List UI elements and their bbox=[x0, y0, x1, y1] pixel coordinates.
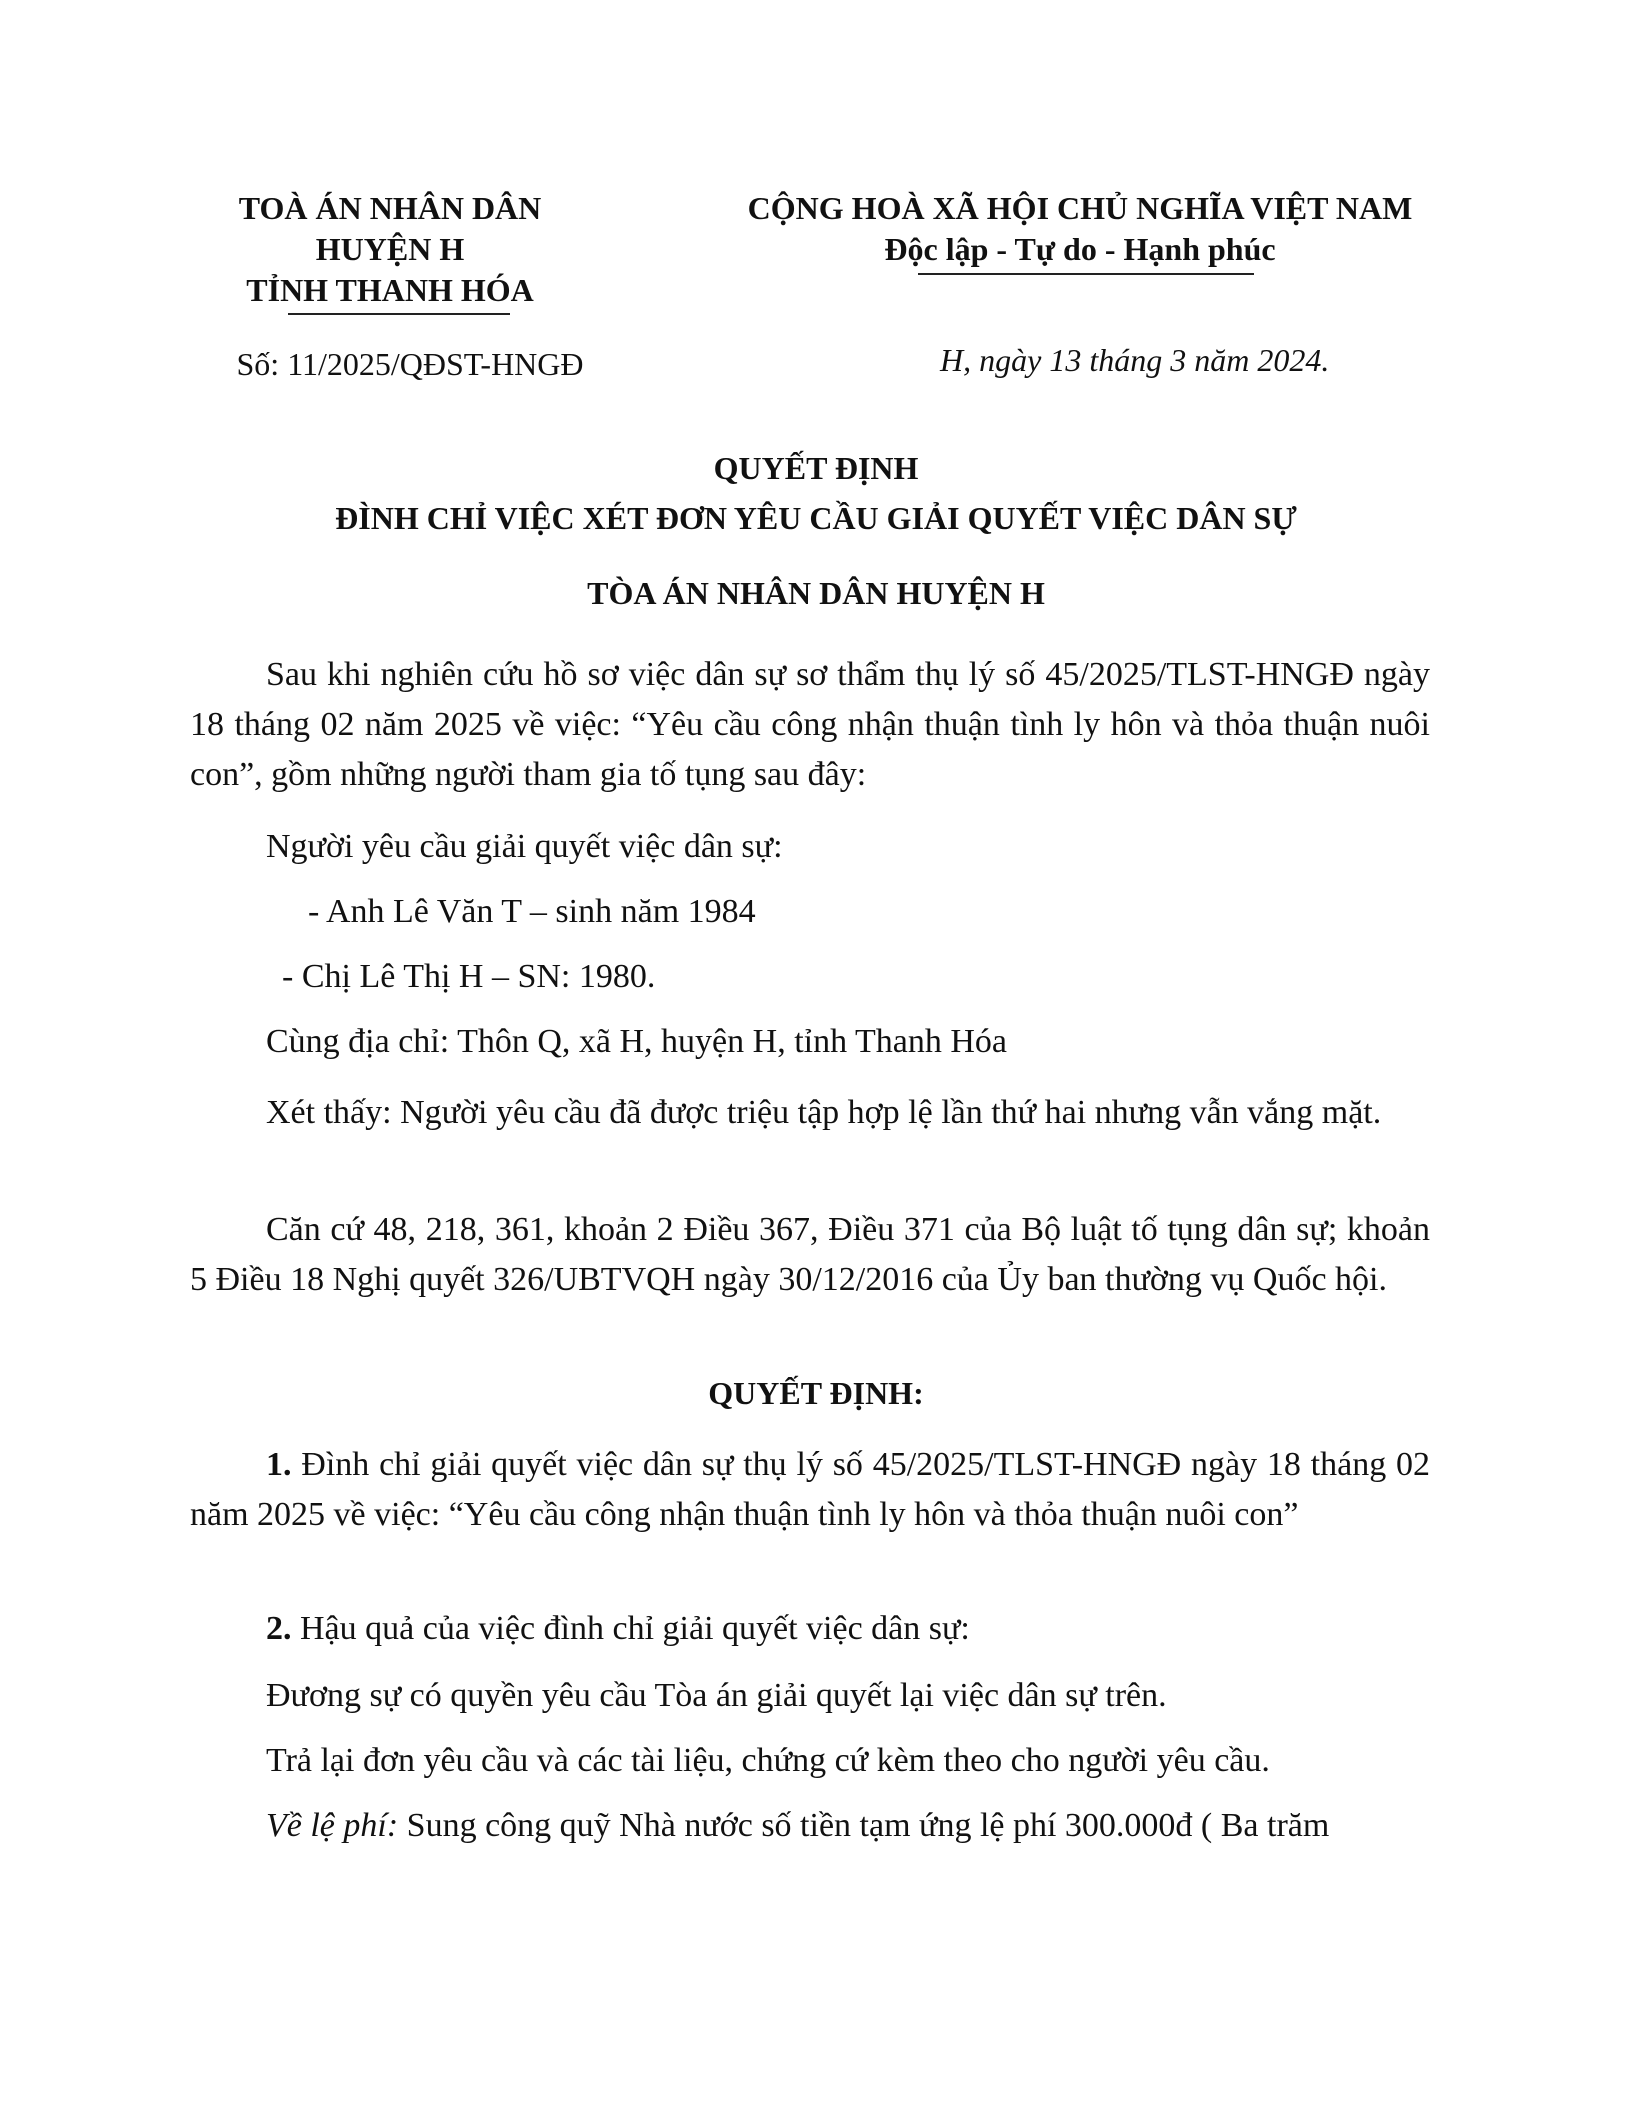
requester-label: Người yêu cầu giải quyết việc dân sự: bbox=[266, 828, 783, 865]
national-name: CỘNG HOÀ XÃ HỘI CHỦ NGHĨA VIỆT NAM bbox=[747, 190, 1413, 226]
decision-item-1 bbox=[190, 1440, 1430, 1540]
national-motto: Độc lập - Tự do - Hạnh phúc bbox=[884, 231, 1276, 267]
decision-item-1-text: Đình chỉ giải quyết việc dân sự thụ lý số 45/2025/TLST-HNGĐ ngày 18 tháng 02 năm 2025 về việc: “Yêu cầu công nhận thuận tình ly hôn và thỏa thuận nuôi con” bbox=[190, 1446, 1431, 1533]
national-header bbox=[700, 188, 1460, 270]
decision-heading: QUYẾT ĐỊNH: bbox=[708, 1375, 924, 1411]
decision-item-2 bbox=[266, 1610, 970, 1648]
consequence-1: Đương sự có quyền yêu cầu Tòa án giải quyết lại việc dân sự trên. bbox=[266, 1677, 1167, 1714]
fee-text: Sung công quỹ Nhà nước số tiền tạm ứng lệ phí 300.000đ ( Ba trăm bbox=[406, 1807, 1330, 1844]
consequence-2: Trả lại đơn yêu cầu và các tài liệu, chứng cứ kèm theo cho người yêu cầu. bbox=[266, 1742, 1270, 1779]
court-name-line1: TOÀ ÁN NHÂN DÂN bbox=[238, 190, 542, 226]
issue-date: H, ngày 13 tháng 3 năm 2024. bbox=[940, 342, 1330, 378]
requester-person-1: - Anh Lê Văn T – sinh năm 1984 bbox=[308, 893, 756, 930]
court-title: TÒA ÁN NHÂN DÂN HUYỆN H bbox=[587, 575, 1045, 611]
decision-item-2-text: Hậu quả của việc đình chỉ giải quyết việc dân sự: bbox=[300, 1610, 970, 1647]
considering-paragraph: Xét thấy: Người yêu cầu đã được triệu tập hợp lệ lần thứ hai nhưng vẫn vắng mặt. bbox=[266, 1094, 1382, 1131]
address-line: Cùng địa chỉ: Thôn Q, xã H, huyện H, tỉnh Thanh Hóa bbox=[266, 1023, 1007, 1060]
national-motto-underline bbox=[918, 273, 1254, 275]
decision-item-1-number: 1. bbox=[266, 1446, 292, 1483]
court-header-underline bbox=[288, 313, 510, 315]
legal-basis-paragraph: Căn cứ 48, 218, 361, khoản 2 Điều 367, Điều 371 của Bộ luật tố tụng dân sự; khoản 5 Điều 18 Nghị quyết 326/UBTVQH ngày 30/12/2016 của Ủy ban thường vụ Quốc hội. bbox=[190, 1211, 1430, 1298]
requester-person-2: - Chị Lê Thị H – SN: 1980. bbox=[282, 958, 656, 995]
decision-item-2-number: 2. bbox=[266, 1610, 292, 1647]
intro-paragraph: Sau khi nghiên cứu hồ sơ việc dân sự sơ thẩm thụ lý số 45/2025/TLST-HNGĐ ngày 18 tháng 02 năm 2025 về việc: “Yêu cầu công nhận thuận tình ly hôn và thỏa thuận nuôi con”, gồm những người tham gia tố tụng sau đây: bbox=[190, 656, 1430, 793]
court-header bbox=[180, 188, 600, 311]
document-title: QUYẾT ĐỊNH bbox=[713, 450, 919, 486]
document-subtitle: ĐÌNH CHỈ VIỆC XÉT ĐƠN YÊU CẦU GIẢI QUYẾT VIỆC DÂN SỰ bbox=[335, 500, 1297, 536]
fee-label: Về lệ phí: bbox=[266, 1807, 407, 1844]
decision-number: Số: 11/2025/QĐST-HNGĐ bbox=[236, 346, 584, 382]
court-name-line3: TỈNH THANH HÓA bbox=[246, 272, 534, 308]
fee-line bbox=[266, 1807, 1329, 1845]
court-name-line2: HUYỆN H bbox=[315, 231, 465, 267]
